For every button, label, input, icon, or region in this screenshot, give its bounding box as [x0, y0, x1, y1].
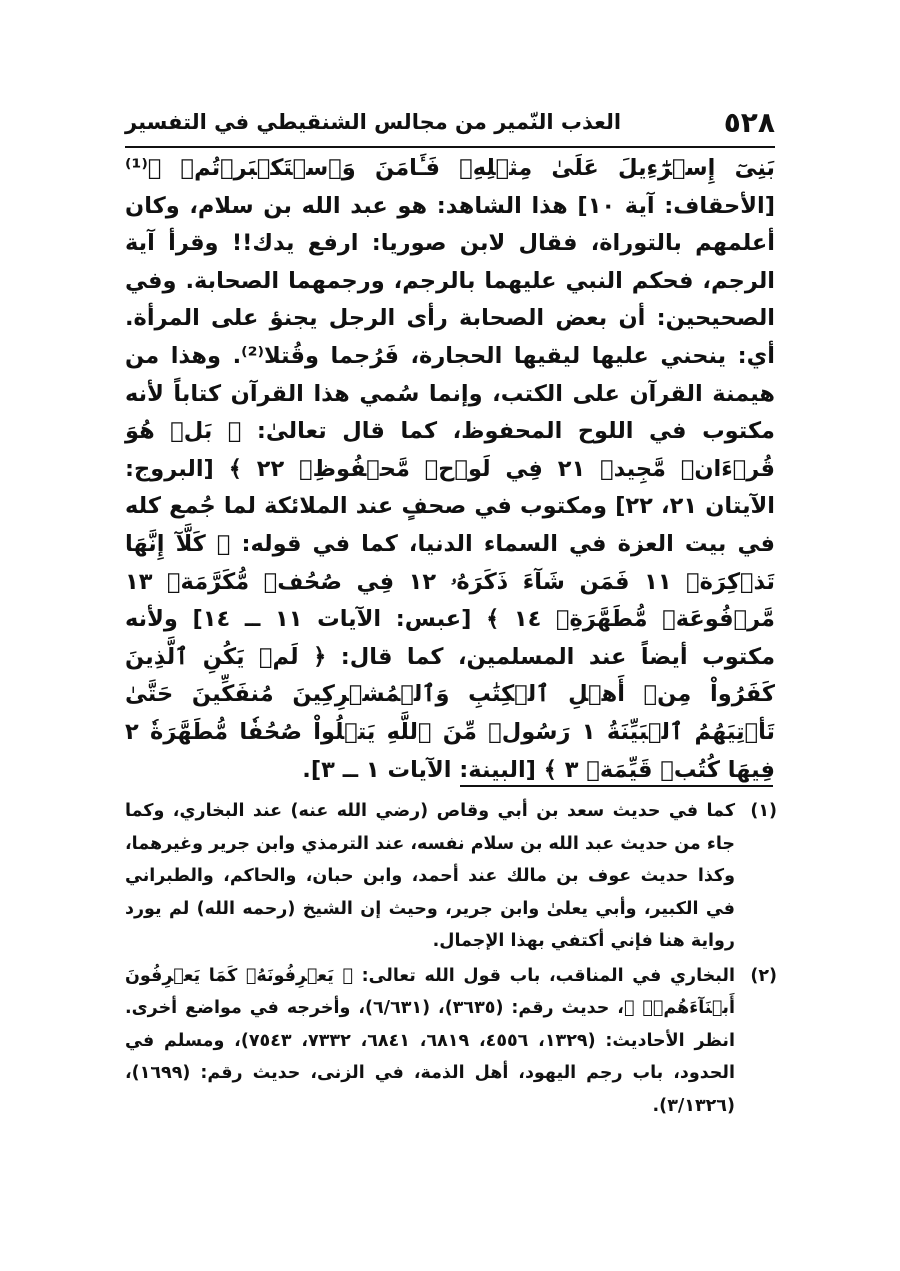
- footnote-text: البخاري في المناقب، باب قول الله تعالى: ﴿ يَعۡرِفُونَهُۥ كَمَا يَعۡرِفُونَ أَبۡنَآءَهُمۡۖ ﴾، حديث رقم: (٣٦٣٥)، (٦/٦٣١)، وأخرجه في مواضع أخرى. انظر الأحاديث: (١٣٢٩، ٤٥٥٦، ٦٨١٩، ٦٨٤١، ٧٣٣٢، ٧٥٤٣)، ومسلم في الحدود، باب رجم اليهود، أهل الذمة، في الزنى، حديث رقم: (١٦٩٩)، (٣/١٣٢٦).: [125, 965, 735, 1116]
- footnote-2: [125, 960, 777, 1123]
- header-rule: [125, 146, 775, 148]
- footnote-1: [125, 795, 777, 958]
- main-text: [125, 150, 775, 789]
- running-title: العذب النّمير من مجالس الشنقيطي في التفسير: [125, 110, 622, 134]
- body-paragraph: بَنِىٓ إِسۡرَٰٓءِيلَ عَلَىٰ مِثۡلِهِۦ فَـَٔامَنَ وَٱسۡتَكۡبَرۡتُمۡ ﴾⁽¹⁾ [الأحقاف: آية ١٠] هذا الشاهد: هو عبد الله بن سلام، وكان أعلمهم بالتوراة، فقال لابن صوريا: ارفع يدك!! وقرأ آية الرجم، فحكم النبي عليهما بالرجم، ورجمهما الصحابة. وفي الصحيحين: أن بعض الصحابة رأى الرجل يجنؤ على المرأة. أي: ينحني عليها ليقيها الحجارة، فَرُجما وقُتلا⁽²⁾. وهذا من هيمنة القرآن على الكتب، وإنما سُمي هذا القرآن كتاباً لأنه مكتوب في اللوح المحفوظ، كما قال تعالىٰ: ﴿ بَلۡ هُوَ قُرۡءَانٞ مَّجِيدٞ ٢١ فِي لَوۡحٖ مَّحۡفُوظِۭ ٢٢ ﴾ [البروج: الآيتان ٢١، ٢٢] ومكتوب في صحفٍ عند الملائكة لما جُمع كله في بيت العزة في السماء الدنيا، كما في قوله: ﴿ كَلَّآ إِنَّهَا تَذۡكِرَةٞ ١١ فَمَن شَآءَ ذَكَرَهُۥ ١٢ فِي صُحُفٖ مُّكَرَّمَةٖ ١٣ مَّرۡفُوعَةٖ مُّطَهَّرَةِۭ ١٤ ﴾ [عبس: الآيات ١١ ــ ١٤] ولأنه مكتوب أيضاً عند المسلمين، كما قال: ﴿ لَمۡ يَكُنِ ٱلَّذِينَ كَفَرُواْ مِنۡ أَهۡلِ ٱلۡكِتَٰبِ وَٱلۡمُشۡرِكِينَ مُنفَكِّينَ حَتَّىٰ تَأۡتِيَهُمُ ٱلۡبَيِّنَةُ ١ رَسُولٞ مِّنَ ٱللَّهِ يَتۡلُواْ صُحُفٗا مُّطَهَّرَةٗ ٢ فِيهَا كُتُبٞ قَيِّمَةٞ ٣ ﴾ [البينة: الآيات ١ ــ ٣].: [125, 155, 775, 783]
- footnotes: [125, 795, 777, 1124]
- footnote-marker: (٢): [750, 965, 777, 986]
- footnote-marker: (١): [750, 801, 777, 821]
- page-header: [125, 100, 775, 144]
- footnote-separator: [460, 785, 773, 787]
- page-number: ٥٢٨: [723, 106, 775, 139]
- footnote-text: كما في حديث سعد بن أبي وقاص (رضي الله عنه) عند البخاري، وكما جاء من حديث عبد الله بن سلام نفسه، عند الترمذي وابن جرير وغيرهما، وكذا حديث عوف بن مالك عند أحمد، وابن حبان، والحاكم، والطبراني في الكبير، وأبي يعلىٰ وابن جرير، وحيث إن الشيخ (رحمه الله) لم يورد رواية هنا فإني أكتفي بهذا الإجمال.: [125, 801, 735, 951]
